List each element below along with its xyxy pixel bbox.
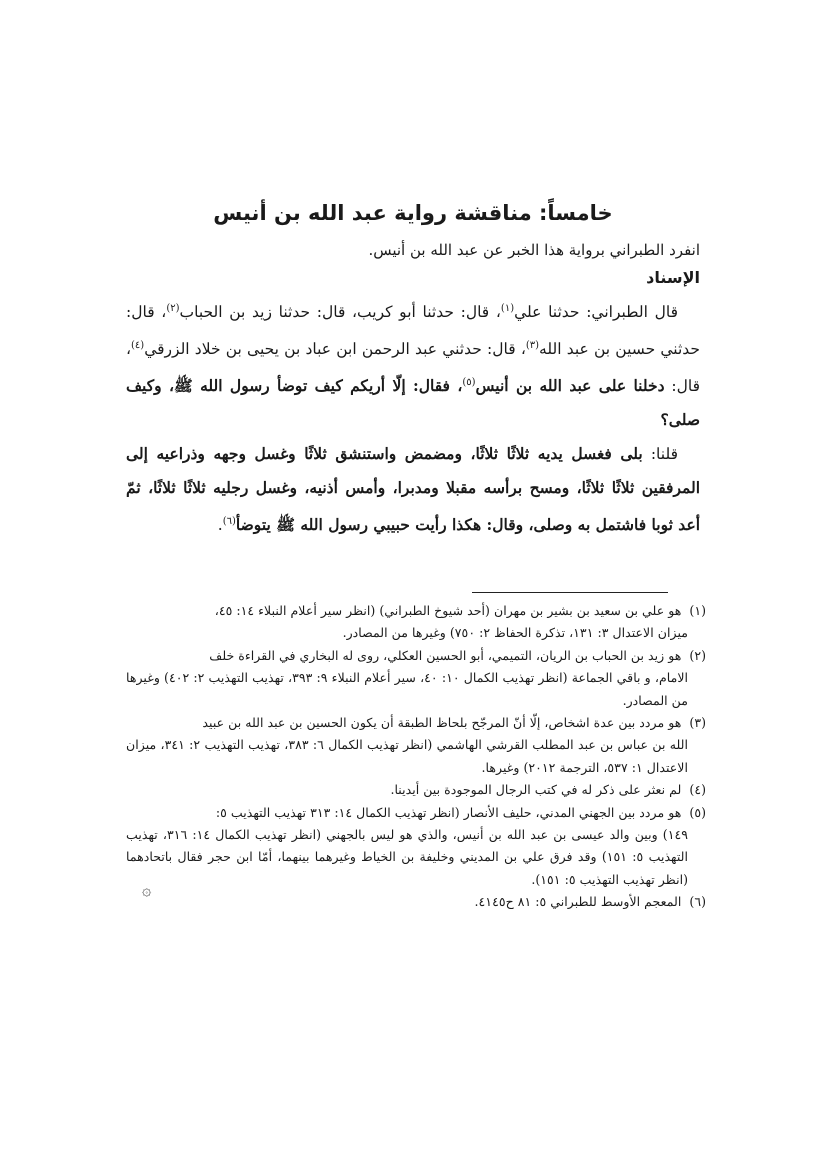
footnote-number: (٥) (689, 804, 706, 820)
footnote-6 (126, 891, 706, 913)
footnote-number: (٤) (689, 782, 706, 798)
footnote-2 (126, 645, 706, 712)
footnote-3 (126, 712, 706, 779)
footnote-text-continued: ميزان الاعتدال ٣: ١٣١، تذكرة الحفاظ ٢: ٧٥٠) وغيرها من المصادر. (342, 625, 688, 641)
footnote-number: (٢) (689, 647, 706, 663)
section-heading: الإسناد (646, 268, 700, 287)
hadith-text-bold: بلى فغسل يديه ثلاثًا ثلاثًا، ومضمض واستنشق ثلاثًا وغسل وجهه وذراعيه إلى المرفقين ثلاثًا ثلاثًا، ومسح برأسه مقبلا ومدبرا، وأمس أذنيه، وغسل رجليه ثلاثًا ثلاثًا، ثمّ أعد ثوبا فاشتمل به وصلى، وقال: هكذا رأيت حبيبي رسول الله ﷺ يتوضأ (126, 444, 700, 535)
footnote-ref[interactable]: (٢) (166, 303, 180, 314)
footnote-number: (٣) (689, 715, 706, 731)
hadith-text-bold: دخلنا على عبد الله بن أنيس (475, 376, 665, 396)
footnote-1 (126, 600, 706, 645)
isnad-text: ، قال: حدثنا أبو كريب، قال: حدثنا زيد بن الحباب (179, 303, 501, 322)
isnad-paragraph (126, 292, 700, 437)
footnote-text: هو زيد بن الحباب بن الريان، التميمي، أبو الحسين العكلي، روى له البخاري في القراءة خلف (209, 647, 682, 663)
footnotes (126, 600, 706, 914)
footnote-text: هو مردد بين عدة اشخاص، إلّا أنّ المرجّح بلحاظ الطبقة أن يكون الحسين بن عبد الله بن عبيد (202, 715, 682, 731)
footnote-text-continued: الله بن عباس بن عبد المطلب القرشي الهاشمي (انظر تهذيب الكمال ٦: ٣٨٣، تهذيب التهذيب ٢: ٣٤١، ميزان الاعتدال ١: ٥٣٧، الترجمة ٢٠١٢) وغيرها. (126, 737, 688, 775)
footnote-text-continued: الامام، و باقي الجماعة (انظر تهذيب الكمال ١٠: ٤٠، سير أعلام النبلاء ٩: ٣٩٣، تهذيب التهذيب ٢: ٤٠٢) وغيرها من المصادر. (126, 670, 689, 708)
page-title: خامساً: مناقشة رواية عبد الله بن أنيس (213, 201, 613, 225)
isnad-text: ، قال: حدثني حسين بن عبد الله (126, 303, 700, 359)
footnote-4 (126, 779, 706, 801)
footnote-number: (١) (689, 603, 706, 618)
intro-paragraph: انفرد الطبراني برواية هذا الخبر عن عبد الله بن أنيس. (368, 241, 700, 259)
page-ornament-icon: ۞ (142, 880, 152, 899)
matn-end: . (217, 516, 223, 535)
footnote-number: (٦) (689, 894, 706, 910)
main-text (126, 196, 700, 543)
footnote-ref[interactable]: (٤) (131, 340, 145, 352)
footnote-divider (472, 592, 668, 593)
footnote-ref[interactable]: (٥) (462, 377, 476, 389)
footnote-text: هو مردد بين الجهني المدني، حليف الأنصار (انظر تهذيب الكمال ١٤: ٣١٣ تهذيب التهذيب ٥: (215, 804, 682, 820)
matn-paragraph (126, 437, 700, 542)
footnote-text-continued: ١٤٩) وبين والد عيسى بن عبد الله بن أنيس، والذي هو ليس بالجهني (انظر تهذيب الكمال ١٤: ٣١٦، تهذيب التهذيب ٥: ١٥١) وقد فرق علي بن المديني وخليفة بن الخياط وغيرهما بينهما، أمّا ابن حجر فقال باتحادهما (انظر تهذيب التهذيب ٥: ١٥١). (126, 827, 688, 887)
isnad-text: ، قال: (126, 340, 701, 396)
footnote-ref[interactable]: (١) (500, 303, 515, 314)
footnote-text: لم نعثر على ذكر له في كتب الرجال الموجودة بين أيدينا. (390, 782, 682, 798)
footnote-text: هو علي بن سعيد بن بشير بن مهران (أحد شيوخ الطبراني) (انظر سير أعلام النبلاء ١٤: ٤٥، (214, 603, 682, 618)
footnote-ref[interactable]: (٣) (525, 340, 540, 352)
hadith-text-bold: ، فقال: إلّا أريكم كيف توضأ رسول الله ﷺ، وكيف صلى؟ (126, 376, 700, 430)
footnote-5 (126, 802, 706, 892)
isnad-text: ، قال: حدثني عبد الرحمن ابن عباد بن يحيى بن خلاد الزرقي (144, 340, 526, 359)
matn-text: قلنا: (642, 445, 678, 464)
footnote-text: المعجم الأوسط للطبراني ٥: ٨١ ح٤١٤٥. (474, 894, 682, 910)
footnote-ref[interactable]: (٦) (222, 516, 236, 528)
isnad-text: قال الطبراني: حدثنا علي (514, 303, 678, 322)
